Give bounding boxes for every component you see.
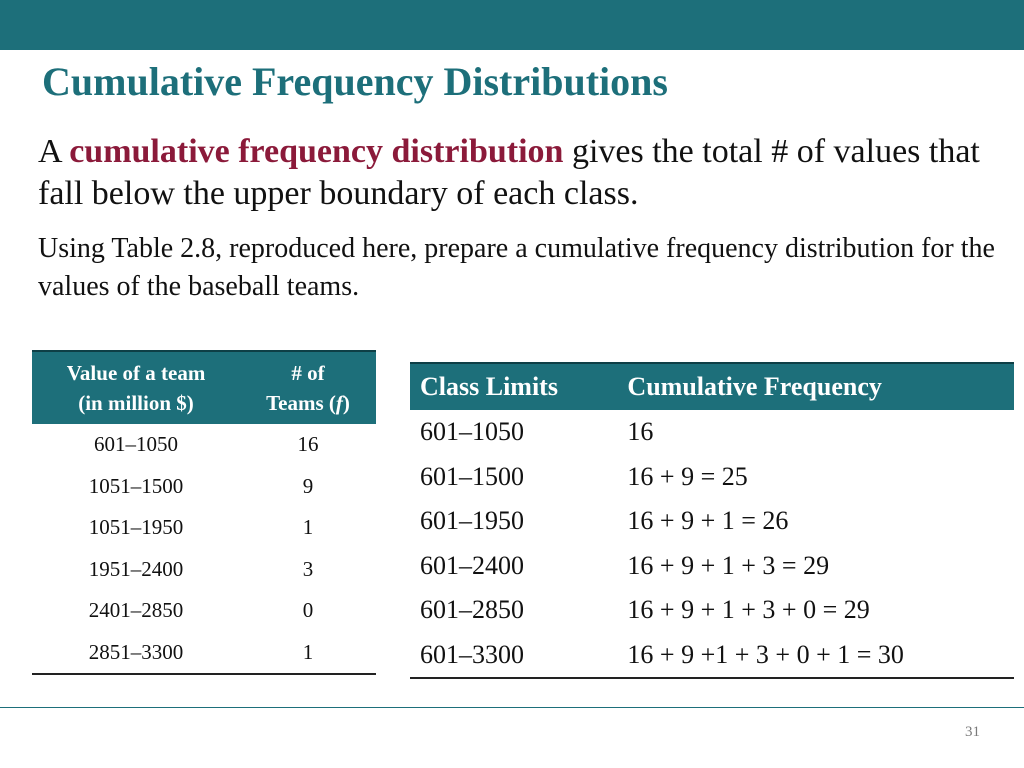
header-team-value xyxy=(32,351,240,424)
team-value-cell: 2401–2850 xyxy=(88,598,184,623)
top-banner xyxy=(0,0,1024,50)
header-team-count-close: ) xyxy=(342,391,350,415)
table-row xyxy=(32,549,376,591)
cumulative-frequency-cell: 16 + 9 = 25 xyxy=(627,461,748,491)
cumulative-frequency-cell: 16 + 9 + 1 + 3 + 0 = 29 xyxy=(627,595,870,625)
cumulative-frequency-cell: 16 xyxy=(627,417,654,447)
cumulative-frequency-cell: 16 + 9 + 1 + 3 = 29 xyxy=(627,550,830,580)
header-team-count-line2: Teams ( xyxy=(266,391,336,415)
team-count-cell: 1 xyxy=(302,515,314,540)
slide-title: Cumulative Frequency Distributions xyxy=(42,59,668,104)
header-team-count-line1: # of xyxy=(291,361,325,385)
class-limits-cell: 601–1950 xyxy=(420,506,524,536)
table-row xyxy=(32,507,376,549)
team-count-cell: 0 xyxy=(302,598,314,623)
definition-term: cumulative frequency distribution xyxy=(69,133,564,170)
table-row xyxy=(32,424,376,466)
team-count-cell: 3 xyxy=(302,556,314,581)
team-count-cell: 16 xyxy=(297,432,319,457)
table-row xyxy=(410,633,1014,679)
table-row xyxy=(32,590,376,632)
class-limits-cell: 601–1050 xyxy=(420,417,524,447)
class-limits-cell: 601–1500 xyxy=(420,461,524,491)
definition-prefix: A xyxy=(38,133,70,170)
cumulative-frequency-table xyxy=(410,362,1014,679)
team-value-cell: 601–1050 xyxy=(94,432,178,457)
header-team-value-line1: Value of a team xyxy=(66,361,206,385)
footer-divider xyxy=(0,707,1024,708)
cumulative-frequency-cell: 16 + 9 +1 + 3 + 0 + 1 = 30 xyxy=(617,633,1014,679)
page-number: 31 xyxy=(965,724,980,740)
team-value-cell: 2851–3300 xyxy=(32,632,240,675)
header-class-limits: Class Limits xyxy=(410,363,617,410)
class-limits-cell: 601–2850 xyxy=(420,595,524,625)
definition-paragraph xyxy=(38,131,998,215)
team-value-cell: 1051–1500 xyxy=(88,473,184,498)
table-header-row xyxy=(32,351,376,424)
table-row xyxy=(410,499,1014,544)
instruction-paragraph: Using Table 2.8, reproduced here, prepare a cumulative frequency distribution for the values of the baseball teams. xyxy=(38,233,995,302)
team-value-cell: 1951–2400 xyxy=(88,556,184,581)
header-cumulative-frequency: Cumulative Frequency xyxy=(617,363,1014,410)
table-row xyxy=(410,410,1014,455)
table-row xyxy=(32,632,376,675)
header-team-count xyxy=(240,351,376,424)
class-limits-cell: 601–3300 xyxy=(410,633,617,679)
team-count-cell: 9 xyxy=(302,473,314,498)
header-team-count-variable: f xyxy=(335,391,343,415)
team-count-cell: 1 xyxy=(240,632,376,675)
definition-suffix: gives the total # of values that fall below the upper boundary of each class. xyxy=(38,133,980,212)
team-value-cell: 1051–1950 xyxy=(88,515,184,540)
cumulative-frequency-cell: 16 + 9 + 1 = 26 xyxy=(627,506,789,536)
class-limits-cell: 601–2400 xyxy=(420,550,524,580)
header-team-value-line2: (in million $) xyxy=(78,391,194,415)
table-header-row xyxy=(410,363,1014,410)
team-value-frequency-table xyxy=(32,350,376,675)
table-row xyxy=(410,544,1014,589)
table-row xyxy=(32,466,376,508)
table-row xyxy=(410,588,1014,633)
table-row xyxy=(410,455,1014,500)
